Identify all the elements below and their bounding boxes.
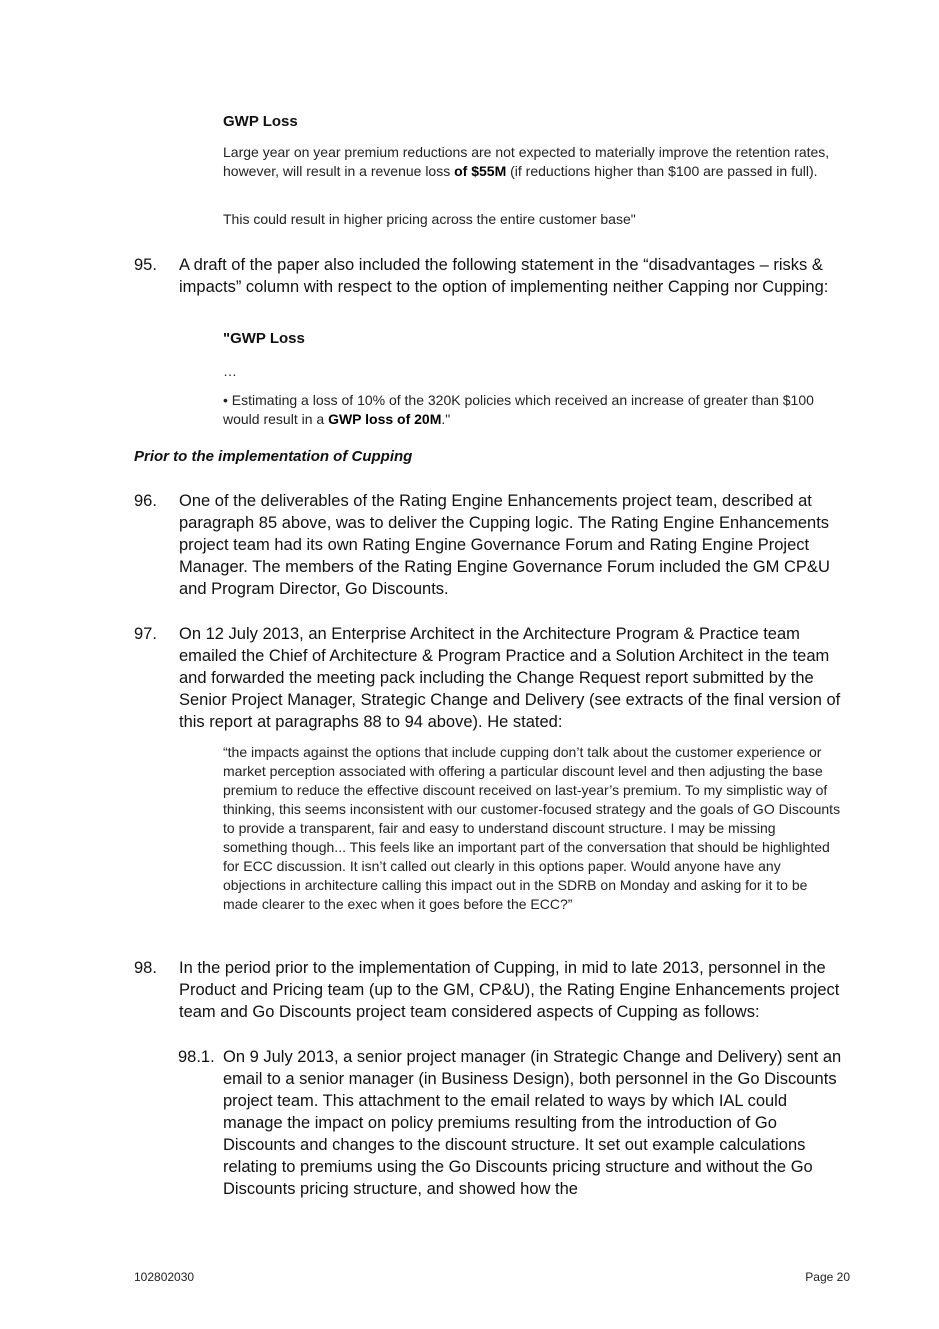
paragraph-98	[134, 957, 849, 1023]
quote-paragraph-revenue-loss	[223, 143, 843, 181]
quote-text: Large year on year premium reductions are not expected to materially improve the retention rates, however, will result in a revenue loss	[223, 144, 830, 179]
paragraph-number: 96.	[134, 492, 157, 510]
section-heading: Prior to the implementation of Cupping	[134, 448, 413, 465]
quote-bold-amount: of $55M	[454, 163, 507, 179]
paragraph-text: On 12 July 2013, an Enterprise Architect in the Architecture Program & Practice team emailed the Chief of Architecture & Program Practice and a Solution Architect in the team and forwarded the meeting pack including the Change Request report submitted by the Senior Project Manager, Strategic Change and Delivery (see extracts of the final version of this report at paragraphs 88 to 94 above). He stated:	[179, 625, 841, 731]
quote-bullet-text: • Estimating a loss of 10% of the 320K policies which received an increase of greater than $100 would result in a	[223, 392, 814, 427]
quote-ellipsis: …	[223, 363, 237, 379]
quote-bullet	[223, 391, 843, 429]
quote-text-end: (if reductions higher than $100 are passed in full).	[506, 163, 818, 179]
quote-bullet-bold: GWP loss of 20M	[328, 411, 442, 427]
paragraph-97	[134, 623, 849, 733]
page-number: Page 20	[805, 1270, 850, 1284]
paragraph-95	[134, 254, 849, 298]
paragraph-text: One of the deliverables of the Rating Engine Enhancements project team, described at paragraph 85 above, was to deliver the Cupping logic. The Rating Engine Enhancements project team had its own Rating Engine Governance Forum and Rating Engine Project Manager. The members of the Rating Engine Governance Forum included the GM CP&U and Program Director, Go Discounts.	[179, 492, 830, 598]
paragraph-98-1	[178, 1046, 848, 1200]
quote-title-gwp-loss: GWP Loss	[223, 113, 298, 130]
paragraph-number: 98.	[134, 959, 157, 977]
quote-bullet-end: ."	[441, 411, 451, 427]
quote-paragraph-pricing: This could result in higher pricing across the entire customer base"	[223, 211, 636, 227]
document-id: 102802030	[134, 1270, 195, 1284]
paragraph-96	[134, 490, 849, 600]
paragraph-text: In the period prior to the implementation of Cupping, in mid to late 2013, personnel in the Product and Pricing team (up to the GM, CP&U), the Rating Engine Enhancements project team and Go Discounts project team considered aspects of Cupping as follows:	[179, 959, 840, 1021]
subparagraph-text: On 9 July 2013, a senior project manager (in Strategic Change and Delivery) sent an email to a senior manager (in Business Design), both personnel in the Go Discounts project team. This attachment to the email related to ways by which IAL could manage the impact on policy premiums resulting from the introduction of Go Discounts and changes to the discount structure. It set out example calculations relating to premiums using the Go Discounts pricing structure and without the Go Discounts pricing structure, and showed how the	[223, 1048, 842, 1198]
paragraph-number: 95.	[134, 256, 157, 274]
subparagraph-number: 98.1.	[178, 1048, 215, 1066]
paragraph-number: 97.	[134, 625, 157, 643]
paragraph-text: A draft of the paper also included the following statement in the “disadvantages – risks & impacts” column with respect to the option of implementing neither Capping nor Cupping:	[179, 256, 829, 296]
quote-title-gwp-loss-2: "GWP Loss	[223, 330, 305, 347]
quote-architect-email: “the impacts against the options that include cupping don’t talk about the customer experience or market perception associated with offering a particular discount level and then adjusting the base premium to reduce the effective discount received on last-year’s premium. To my simplistic way of thinking, this seems inconsistent with our customer-focused strategy and the goals of GO Discounts to provide a transparent, fair and easy to understand discount structure. I may be missing something though... This feels like an important part of the conversation that should be highlighted for ECC discussion. It isn’t called out clearly in this options paper. Would anyone have any objections in architecture calling this impact out in the SDRB on Monday and asking for it to be made clearer to the exec when it goes before the ECC?”	[223, 744, 841, 912]
